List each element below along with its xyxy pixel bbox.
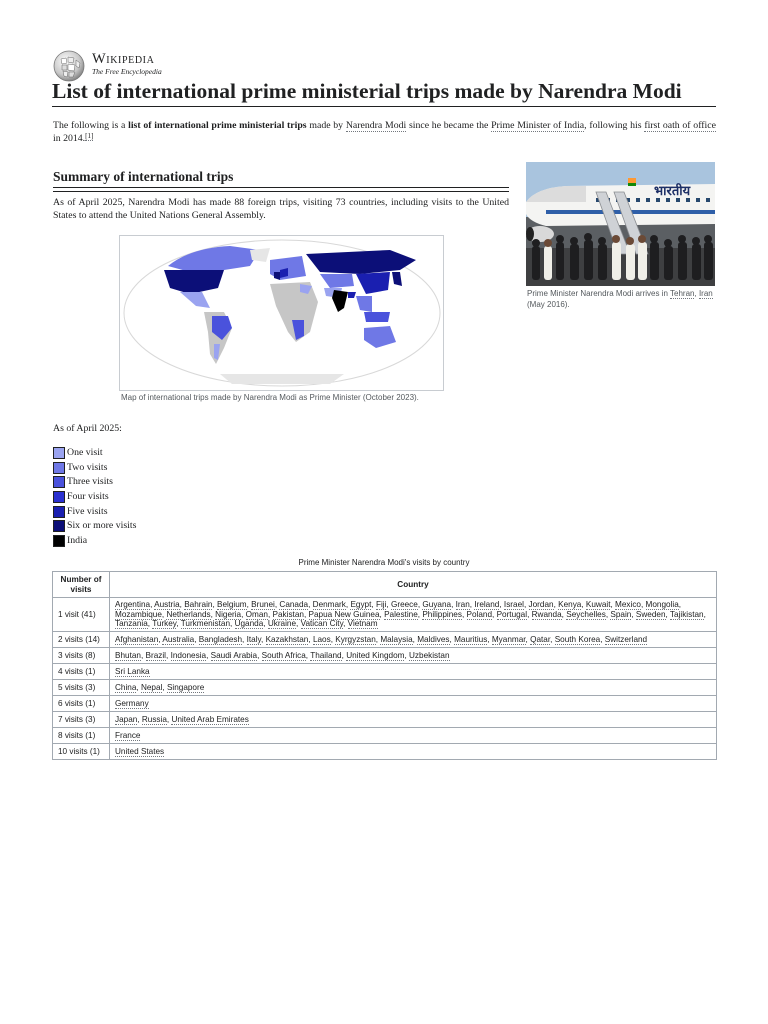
list-separator: ,: [341, 650, 347, 660]
visit-count-cell: 4 visits (1): [53, 664, 110, 680]
list-separator: ,: [523, 600, 529, 610]
country-link[interactable]: Oman: [245, 609, 268, 619]
country-link[interactable]: Brunei: [251, 600, 275, 610]
list-separator: ,: [179, 600, 185, 610]
list-separator: ,: [640, 600, 646, 610]
legend-item: [53, 475, 136, 490]
country-link[interactable]: Sri Lanka: [115, 666, 150, 676]
list-separator: ,: [241, 609, 246, 619]
legend-item: [53, 490, 136, 505]
arrival-photo[interactable]: [526, 162, 715, 286]
legend-label: Two visits: [67, 461, 108, 473]
legend-label: India: [67, 534, 88, 546]
legend-item: [53, 446, 136, 461]
list-separator: ,: [561, 609, 567, 619]
country-link[interactable]: Myanmar: [491, 634, 526, 644]
list-separator: ,: [296, 619, 301, 629]
list-separator: ,: [137, 714, 142, 724]
list-separator: ,: [451, 600, 456, 610]
intro-text: made by: [306, 120, 346, 131]
country-link[interactable]: Mauritius: [454, 634, 488, 644]
legend-item: [53, 461, 136, 476]
caption-text: ,: [694, 289, 699, 298]
country-link[interactable]: Mozambique: [115, 609, 162, 619]
country-link[interactable]: Nigeria: [215, 609, 242, 619]
list-separator: ,: [246, 600, 252, 610]
legend-swatch: [53, 447, 65, 459]
list-separator: ,: [404, 650, 410, 660]
list-separator: ,: [261, 634, 266, 644]
country-link[interactable]: Saudi Arabia: [210, 650, 258, 660]
visit-count-cell: 3 visits (8): [53, 648, 110, 664]
country-link[interactable]: Jordan: [528, 600, 554, 610]
country-link[interactable]: Palestine: [384, 609, 418, 619]
list-separator: ,: [469, 600, 475, 610]
country-link[interactable]: United Kingdom: [346, 650, 405, 660]
country-link[interactable]: South Korea: [554, 634, 601, 644]
list-separator: ,: [176, 619, 181, 629]
list-separator: ,: [206, 650, 211, 660]
wordmark-title: Wikipedia: [92, 51, 155, 67]
list-separator: ,: [147, 619, 153, 629]
reference-link[interactable]: [1]: [85, 131, 94, 140]
country-link[interactable]: Uganda: [234, 619, 264, 629]
country-link[interactable]: Bangladesh: [198, 634, 243, 644]
list-separator: ,: [703, 609, 706, 619]
list-separator: ,: [553, 600, 559, 610]
column-header-country[interactable]: Country: [110, 572, 717, 598]
list-separator: ,: [499, 600, 504, 610]
country-link[interactable]: Maldives: [417, 634, 450, 644]
table-row: [53, 712, 717, 728]
country-link[interactable]: Argentina: [115, 600, 151, 610]
countries-cell: [110, 696, 717, 712]
table-row: [53, 648, 717, 664]
aircraft-arrival-image: [526, 162, 715, 286]
list-separator: ,: [375, 634, 381, 644]
country-link[interactable]: Rwanda: [531, 609, 562, 619]
list-separator: ,: [461, 609, 467, 619]
list-separator: ,: [631, 609, 636, 619]
countries-cell: [110, 680, 717, 696]
list-separator: ,: [194, 634, 199, 644]
title-divider: [52, 106, 716, 107]
country-link[interactable]: Netherlands: [166, 609, 211, 619]
list-separator: ,: [525, 634, 531, 644]
link-prime-minister-of-india[interactable]: Prime Minister of India: [491, 120, 585, 131]
link-tehran[interactable]: Tehran: [670, 289, 695, 298]
country-link[interactable]: Egypt: [350, 600, 372, 610]
list-separator: ,: [343, 619, 348, 629]
list-separator: ,: [166, 650, 171, 660]
country-link[interactable]: United Arab Emirates: [171, 714, 249, 724]
aircraft-livery-text: भारतीय: [654, 184, 691, 199]
list-separator: ,: [274, 600, 280, 610]
table-caption: Prime Minister Narendra Modi's visits by country: [298, 558, 470, 567]
country-link[interactable]: Kuwait: [585, 600, 611, 610]
list-separator: ,: [308, 634, 313, 644]
intro-text: since he became the: [406, 120, 492, 131]
country-link[interactable]: Mongolia: [645, 600, 679, 610]
country-link[interactable]: Fiji: [375, 600, 387, 610]
legend-swatch: [53, 476, 65, 488]
list-separator: ,: [449, 634, 455, 644]
list-separator: ,: [303, 609, 309, 619]
country-link[interactable]: Turkmenistan: [180, 619, 230, 629]
list-separator: ,: [345, 600, 351, 610]
intro-text: in 2014.: [53, 132, 86, 144]
legend-swatch: [53, 462, 65, 474]
legend-label: Six or more visits: [67, 520, 137, 532]
country-link[interactable]: Kenya: [558, 600, 582, 610]
visits-by-country-table: [52, 571, 717, 760]
visit-count-cell: 7 visits (3): [53, 712, 110, 728]
wikipedia-wordmark[interactable]: [92, 52, 162, 76]
legend-label: Three visits: [67, 476, 113, 488]
country-link[interactable]: Tajikistan: [669, 609, 704, 619]
visit-count-cell: 6 visits (1): [53, 696, 110, 712]
visit-count-cell: 10 visits (1): [53, 744, 110, 760]
country-link[interactable]: Ireland: [474, 600, 500, 610]
country-link[interactable]: France: [115, 730, 141, 740]
legend-swatch: [53, 535, 65, 547]
list-separator: ,: [412, 634, 418, 644]
country-link[interactable]: Nepal: [140, 682, 163, 692]
country-link[interactable]: China: [115, 682, 137, 692]
country-link[interactable]: Turkey: [152, 619, 177, 629]
countries-cell: [110, 632, 717, 648]
country-link[interactable]: South Africa: [261, 650, 306, 660]
list-separator: ,: [257, 650, 262, 660]
list-separator: ,: [150, 600, 155, 610]
countries-cell: [110, 744, 717, 760]
country-link[interactable]: Tanzania: [115, 619, 148, 629]
list-separator: ,: [600, 634, 605, 644]
intro-bold-term: list of international prime ministerial trips: [128, 120, 307, 131]
country-link[interactable]: Mexico: [615, 600, 641, 610]
list-separator: ,: [212, 600, 218, 610]
country-link[interactable]: Qatar: [530, 634, 551, 644]
country-link[interactable]: Guyana: [422, 600, 452, 610]
country-link[interactable]: Greece: [390, 600, 418, 610]
list-separator: ,: [166, 714, 172, 724]
list-separator: ,: [371, 600, 376, 610]
world-map-figure[interactable]: [119, 235, 444, 391]
table-row: [53, 696, 717, 712]
table-row: [53, 744, 717, 760]
country-link[interactable]: Vietnam: [347, 619, 378, 629]
list-separator: ,: [605, 609, 611, 619]
caption-text: (May 2016).: [527, 300, 570, 309]
list-separator: ,: [678, 600, 682, 610]
country-link[interactable]: Canada: [279, 600, 309, 610]
legend-label: Four visits: [67, 491, 109, 503]
country-link[interactable]: Vatican City: [300, 619, 344, 629]
country-link[interactable]: Austria: [154, 600, 180, 610]
country-link[interactable]: Germany: [115, 698, 149, 708]
countries-cell: [110, 648, 717, 664]
list-separator: ,: [330, 634, 336, 644]
legend-item: [53, 519, 136, 534]
section-divider: [53, 187, 509, 192]
country-link[interactable]: Bahrain: [184, 600, 213, 610]
table-row: [53, 664, 717, 680]
country-link[interactable]: Ukraine: [267, 619, 297, 629]
list-separator: ,: [417, 600, 423, 610]
country-link[interactable]: Belgium: [217, 600, 247, 610]
countries-cell: [110, 728, 717, 744]
legend-label: One visit: [67, 447, 103, 459]
countries-cell: [110, 712, 717, 728]
country-link[interactable]: Thailand: [310, 650, 342, 660]
visit-count-cell: 8 visits (1): [53, 728, 110, 744]
list-separator: ,: [162, 682, 167, 692]
intro-text: , following his: [584, 120, 645, 131]
photo-caption: [527, 288, 713, 310]
visit-count-cell: 5 visits (3): [53, 680, 110, 696]
country-link[interactable]: Russia: [141, 714, 167, 724]
list-separator: ,: [140, 650, 146, 660]
countries-cell: [110, 598, 717, 632]
legend-item: [53, 504, 136, 519]
table-row: [53, 728, 717, 744]
list-separator: ,: [581, 600, 586, 610]
list-separator: ,: [417, 609, 423, 619]
list-separator: ,: [267, 609, 273, 619]
list-separator: ,: [210, 609, 216, 619]
intro-text: The following is a: [53, 120, 129, 131]
map-caption: Map of international trips made by Narendra Modi as Prime Minister (October 2023).: [121, 393, 419, 402]
list-separator: ,: [492, 609, 497, 619]
country-link[interactable]: Singapore: [166, 682, 205, 692]
list-separator: ,: [487, 634, 492, 644]
country-link[interactable]: Iran: [455, 600, 470, 610]
country-link[interactable]: Seychelles: [566, 609, 606, 619]
table-row: [53, 680, 717, 696]
legend-swatch: [53, 491, 65, 503]
list-separator: ,: [550, 634, 555, 644]
country-link[interactable]: Poland: [466, 609, 492, 619]
country-link[interactable]: Afghanistan: [115, 634, 159, 644]
country-link[interactable]: Laos: [312, 634, 331, 644]
list-separator: ,: [158, 634, 163, 644]
caption-text: Prime Minister Narendra Modi arrives in: [527, 289, 671, 298]
table-row: [53, 632, 717, 648]
country-link[interactable]: Philippines: [422, 609, 462, 619]
section-heading: Summary of international trips: [53, 169, 234, 184]
link-narendra-modi[interactable]: Narendra Modi: [345, 120, 407, 131]
list-separator: ,: [230, 619, 235, 629]
country-link[interactable]: Papua New Guinea: [308, 609, 380, 619]
list-separator: ,: [665, 609, 670, 619]
countries-cell: [110, 664, 717, 680]
country-link[interactable]: Kazakhstan: [265, 634, 309, 644]
table-row: [53, 598, 717, 632]
country-link[interactable]: Switzerland: [604, 634, 648, 644]
visit-count-cell: 1 visit (41): [53, 598, 110, 632]
list-separator: ,: [161, 609, 167, 619]
country-link[interactable]: Brazil: [145, 650, 166, 660]
list-separator: ,: [527, 609, 532, 619]
country-link[interactable]: Israel: [503, 600, 524, 610]
list-separator: ,: [263, 619, 268, 629]
legend-date-note: As of April 2025:: [53, 423, 122, 434]
world-map-image: [120, 236, 443, 390]
visit-count-cell: 2 visits (14): [53, 632, 110, 648]
map-legend: [53, 446, 136, 548]
wordmark-tagline: The Free Encyclopedia: [92, 67, 162, 76]
link-first-oath-of-office[interactable]: first oath of office: [644, 120, 716, 131]
country-link[interactable]: Indonesia: [170, 650, 207, 660]
country-link[interactable]: Portugal: [496, 609, 528, 619]
country-link[interactable]: Italy: [246, 634, 262, 644]
legend-item: [53, 534, 136, 549]
intro-paragraph: [53, 120, 716, 145]
list-separator: ,: [136, 682, 141, 692]
list-separator: ,: [610, 600, 616, 610]
list-separator: ,: [386, 600, 391, 610]
list-separator: ,: [305, 650, 311, 660]
legend-swatch: [53, 506, 65, 518]
list-separator: ,: [379, 609, 385, 619]
page-title: List of international prime ministerial trips made by Narendra Modi: [52, 79, 682, 103]
country-link[interactable]: United States: [115, 746, 165, 756]
country-link[interactable]: Sweden: [635, 609, 666, 619]
summary-paragraph: As of April 2025, Narendra Modi has made 88 foreign trips, visiting 73 countries, including visits to the United States to attend the United Nations General Assembly.: [53, 197, 509, 221]
country-link[interactable]: Uzbekistan: [409, 650, 450, 660]
column-header-number-of-visits[interactable]: Number of visits: [53, 572, 110, 598]
country-link[interactable]: Japan: [115, 714, 138, 724]
country-link[interactable]: Denmark: [312, 600, 346, 610]
country-link[interactable]: Kyrgyzstan: [335, 634, 376, 644]
list-separator: ,: [308, 600, 313, 610]
country-link[interactable]: Australia: [162, 634, 195, 644]
table-header-row: [53, 572, 717, 598]
country-link[interactable]: Malaysia: [380, 634, 413, 644]
link-iran[interactable]: Iran: [698, 289, 713, 298]
list-separator: ,: [242, 634, 247, 644]
legend-swatch: [53, 520, 65, 532]
country-link[interactable]: Spain: [610, 609, 632, 619]
legend-label: Five visits: [67, 505, 108, 517]
country-link[interactable]: Pakistan: [272, 609, 304, 619]
country-link[interactable]: Bhutan: [115, 650, 141, 660]
